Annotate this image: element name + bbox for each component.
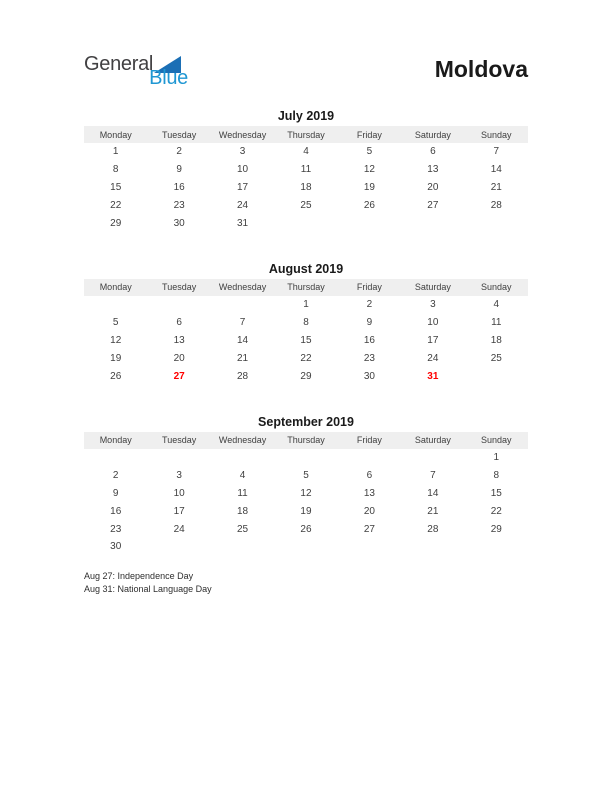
day-cell: 11 bbox=[491, 317, 502, 329]
day-cell: 11 bbox=[237, 487, 248, 499]
day-cell: 12 bbox=[110, 334, 122, 346]
weekday-label: Monday bbox=[99, 129, 132, 140]
day-cell: 5 bbox=[303, 470, 309, 482]
day-cell: 9 bbox=[176, 164, 182, 176]
weekday-label: Thursday bbox=[287, 129, 325, 140]
day-cell: 10 bbox=[427, 317, 439, 329]
month-block bbox=[84, 262, 528, 385]
day-cell: 6 bbox=[366, 470, 373, 482]
day-cell: 15 bbox=[110, 181, 122, 193]
day-cell: 3 bbox=[239, 146, 246, 158]
empty-cell bbox=[147, 296, 210, 314]
empty-cell bbox=[465, 214, 528, 232]
day-cell: 17 bbox=[173, 505, 185, 517]
day-cell: 1 bbox=[303, 299, 309, 311]
day-cell: 5 bbox=[366, 146, 373, 158]
day-cell: 26 bbox=[300, 523, 312, 535]
day-cell: 26 bbox=[110, 370, 122, 382]
weekday-label: Thursday bbox=[287, 282, 325, 293]
day-cell: 21 bbox=[490, 181, 502, 193]
weekday-label: Friday bbox=[356, 282, 382, 293]
weekday-label: Wednesday bbox=[218, 435, 267, 446]
day-cell: 24 bbox=[427, 352, 439, 364]
day-cell: 1 bbox=[112, 146, 119, 158]
day-cell: 22 bbox=[490, 505, 502, 517]
day-cell: 26 bbox=[363, 199, 375, 211]
month-day-grid bbox=[84, 143, 528, 232]
day-cell: 21 bbox=[237, 352, 249, 364]
weekday-label: Sunday bbox=[481, 129, 512, 140]
day-cell: 17 bbox=[237, 181, 249, 193]
day-cell: 16 bbox=[173, 181, 185, 193]
day-cell: 8 bbox=[493, 470, 500, 482]
month-title: August 2019 bbox=[268, 261, 344, 276]
day-cell: 23 bbox=[363, 352, 375, 364]
empty-cell bbox=[84, 296, 147, 314]
weekday-header-row bbox=[84, 126, 528, 143]
day-cell: 8 bbox=[303, 317, 309, 329]
day-cell: 29 bbox=[490, 523, 502, 535]
weekday-label: Thursday bbox=[287, 435, 325, 446]
month-day-grid bbox=[84, 296, 528, 385]
weekday-label: Saturday bbox=[414, 282, 451, 293]
day-cell: 4 bbox=[303, 146, 309, 158]
weekday-label: Saturday bbox=[414, 129, 451, 140]
weekday-label: Sunday bbox=[481, 282, 512, 293]
weekday-header-row bbox=[84, 432, 528, 449]
weekday-label: Friday bbox=[356, 435, 382, 446]
empty-cell bbox=[84, 449, 147, 467]
weekday-label: Friday bbox=[356, 129, 382, 140]
day-cell: 11 bbox=[300, 164, 312, 176]
day-cell: 28 bbox=[427, 523, 439, 535]
day-cell: 10 bbox=[173, 487, 185, 499]
day-cell: 19 bbox=[300, 505, 312, 517]
empty-cell bbox=[338, 449, 401, 467]
day-cell: 21 bbox=[427, 505, 439, 517]
day-cell: 9 bbox=[112, 487, 119, 499]
day-cell: 19 bbox=[110, 352, 122, 364]
day-cell: 7 bbox=[239, 317, 246, 329]
empty-cell bbox=[401, 214, 464, 232]
weekday-label: Wednesday bbox=[218, 282, 267, 293]
day-cell: 12 bbox=[363, 164, 375, 176]
day-cell: 13 bbox=[173, 334, 185, 346]
day-cell: 29 bbox=[110, 217, 122, 229]
logo-text-general: General bbox=[84, 53, 154, 75]
day-cell: 25 bbox=[237, 523, 249, 535]
empty-cell bbox=[211, 538, 274, 556]
day-cell: 20 bbox=[173, 352, 185, 364]
empty-cell bbox=[401, 538, 464, 556]
empty-cell bbox=[211, 296, 274, 314]
weekday-label: Tuesday bbox=[162, 129, 197, 140]
day-cell: 22 bbox=[110, 199, 122, 211]
day-cell: 19 bbox=[363, 181, 375, 193]
day-cell: 20 bbox=[427, 181, 439, 193]
empty-cell bbox=[465, 538, 528, 556]
day-cell: 27 bbox=[363, 523, 375, 535]
empty-cell bbox=[465, 367, 528, 385]
day-cell: 18 bbox=[490, 334, 502, 346]
day-cell: 27 bbox=[173, 370, 185, 382]
day-cell: 2 bbox=[366, 299, 373, 311]
empty-cell bbox=[147, 538, 210, 556]
day-cell: 24 bbox=[173, 523, 185, 535]
day-cell: 3 bbox=[176, 470, 182, 482]
day-cell: 13 bbox=[363, 487, 375, 499]
day-cell: 22 bbox=[300, 352, 312, 364]
empty-cell bbox=[338, 538, 401, 556]
day-cell: 30 bbox=[110, 541, 122, 553]
month-block bbox=[84, 109, 528, 232]
holiday-footnotes bbox=[84, 570, 528, 597]
day-cell: 2 bbox=[176, 146, 182, 158]
day-cell: 14 bbox=[237, 334, 249, 346]
day-cell: 14 bbox=[427, 487, 439, 499]
day-cell: 28 bbox=[237, 370, 249, 382]
day-cell: 6 bbox=[430, 146, 436, 158]
empty-cell bbox=[274, 449, 337, 467]
day-cell: 28 bbox=[490, 199, 502, 211]
day-cell: 23 bbox=[173, 199, 185, 211]
month-title: July 2019 bbox=[277, 109, 335, 123]
day-cell: 2 bbox=[112, 470, 119, 482]
page-title: Moldova bbox=[434, 56, 528, 82]
day-cell: 7 bbox=[430, 470, 436, 482]
months-container bbox=[84, 109, 528, 556]
weekday-label: Tuesday bbox=[162, 282, 197, 293]
day-cell: 31 bbox=[237, 217, 249, 229]
month-block bbox=[84, 415, 528, 556]
empty-cell bbox=[338, 214, 401, 232]
weekday-label: Monday bbox=[99, 282, 132, 293]
day-cell: 24 bbox=[237, 199, 249, 211]
day-cell: 5 bbox=[112, 317, 119, 329]
day-cell: 16 bbox=[363, 334, 375, 346]
day-cell: 16 bbox=[110, 505, 122, 517]
weekday-label: Sunday bbox=[481, 435, 512, 446]
day-cell: 30 bbox=[363, 370, 375, 382]
general-blue-logo bbox=[84, 54, 194, 88]
day-cell: 1 bbox=[493, 452, 500, 464]
day-cell: 18 bbox=[237, 505, 249, 517]
weekday-label: Saturday bbox=[414, 435, 451, 446]
day-cell: 4 bbox=[493, 299, 500, 311]
day-cell: 7 bbox=[493, 146, 500, 158]
day-cell: 4 bbox=[239, 470, 246, 482]
day-cell: 31 bbox=[427, 370, 439, 382]
day-cell: 9 bbox=[366, 317, 373, 329]
day-cell: 30 bbox=[173, 217, 185, 229]
month-day-grid bbox=[84, 449, 528, 556]
day-cell: 12 bbox=[300, 487, 312, 499]
empty-cell bbox=[147, 449, 210, 467]
day-cell: 8 bbox=[112, 164, 119, 176]
day-cell: 18 bbox=[300, 181, 312, 193]
month-title: September 2019 bbox=[258, 414, 354, 429]
day-cell: 6 bbox=[176, 317, 182, 329]
weekday-header-row bbox=[84, 279, 528, 296]
empty-cell bbox=[274, 538, 337, 556]
day-cell: 25 bbox=[490, 352, 502, 364]
day-cell: 17 bbox=[427, 334, 439, 346]
day-cell: 3 bbox=[430, 299, 436, 311]
weekday-label: Tuesday bbox=[162, 435, 197, 446]
footnote-line: Aug 31: National Language Day bbox=[84, 584, 212, 595]
page-header bbox=[84, 54, 528, 96]
empty-cell bbox=[274, 214, 337, 232]
day-cell: 29 bbox=[300, 370, 312, 382]
day-cell: 15 bbox=[490, 487, 502, 499]
day-cell: 15 bbox=[300, 334, 312, 346]
empty-cell bbox=[211, 449, 274, 467]
day-cell: 27 bbox=[427, 199, 439, 211]
weekday-label: Monday bbox=[99, 435, 132, 446]
day-cell: 23 bbox=[110, 523, 122, 535]
logo-text-blue: Blue bbox=[149, 67, 188, 89]
footnote-line: Aug 27: Independence Day bbox=[84, 570, 194, 581]
day-cell: 25 bbox=[300, 199, 312, 211]
day-cell: 14 bbox=[490, 164, 502, 176]
day-cell: 13 bbox=[427, 164, 439, 176]
empty-cell bbox=[401, 449, 464, 467]
day-cell: 20 bbox=[363, 505, 375, 517]
day-cell: 10 bbox=[237, 164, 249, 176]
weekday-label: Wednesday bbox=[218, 129, 267, 140]
